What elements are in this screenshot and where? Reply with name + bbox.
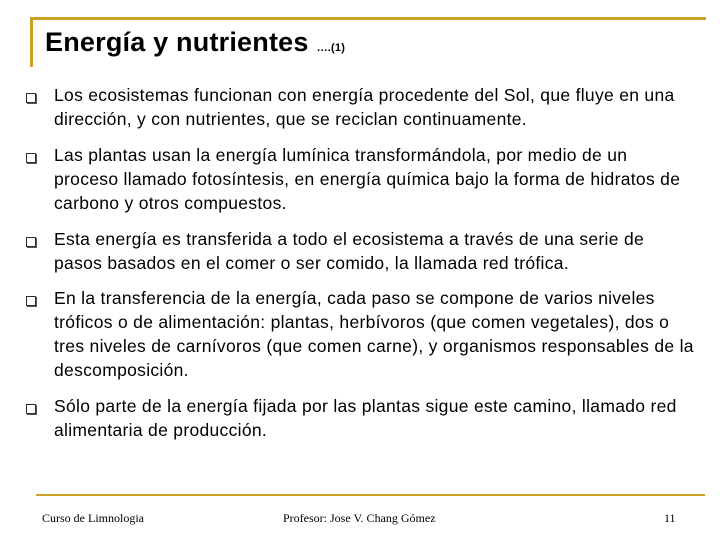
bullet-text-2: Las plantas usan la energía lumínica transformándola, por medio de un proceso llamado fotosíntesis, en energía química bajo la forma de hidratos de carbono y otros compuestos. xyxy=(54,145,681,213)
slide-title xyxy=(45,27,345,58)
footer-rule xyxy=(36,494,705,496)
square-bullet-icon xyxy=(26,296,36,306)
footer-professor: Profesor: Jose V. Chang Gómez xyxy=(283,511,436,525)
bullet-text-3: Esta energía es transferida a todo el ecosistema a través de una serie de pasos basados en el comer o ser comido, la llamada red trófica. xyxy=(54,229,645,273)
title-rule-top xyxy=(30,17,706,20)
title-rule-left xyxy=(30,17,33,67)
square-bullet-icon xyxy=(26,237,36,247)
square-bullet-icon xyxy=(26,404,36,414)
slide-title-note: ….(1) xyxy=(316,42,346,54)
slide-title-text: Energía y nutrientes xyxy=(45,27,309,57)
bullet-text-5: Sólo parte de la energía fijada por las plantas sigue este camino, llamado red alimentaria de producción. xyxy=(54,396,677,440)
footer-page-number: 11 xyxy=(664,511,676,525)
square-bullet-icon xyxy=(26,93,36,103)
footer-course: Curso de Limnologia xyxy=(42,511,144,525)
square-bullet-icon xyxy=(26,153,36,163)
bullet-text-4: En la transferencia de la energía, cada paso se compone de varios niveles tróficos o de alimentación: plantas, herbívoros (que comen vegetales), dos o tres niveles de carnívoros (que comen carne), y organismos responsables de la descomposición. xyxy=(54,288,694,380)
bullet-text-1: Los ecosistemas funcionan con energía procedente del Sol, que fluye en una dirección, y con nutrientes, que se reciclan continuamente. xyxy=(54,85,675,129)
